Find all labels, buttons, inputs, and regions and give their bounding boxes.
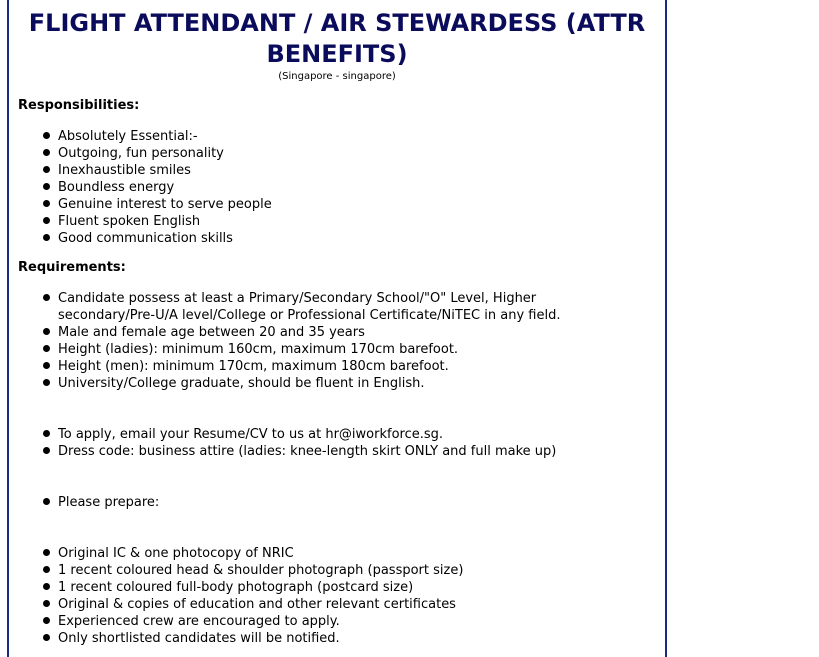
responsibilities-heading: Responsibilities:	[18, 98, 140, 113]
list-item	[18, 290, 618, 324]
list-item	[18, 596, 618, 613]
bullet-icon	[43, 234, 50, 241]
bullet-icon	[43, 498, 50, 505]
bullet-icon	[43, 430, 50, 437]
list-item	[18, 145, 618, 162]
list-item-text: Male and female age between 20 and 35 years	[58, 325, 365, 340]
bullet-icon	[43, 362, 50, 369]
requirements-heading: Requirements:	[18, 260, 126, 275]
list-item-text: 1 recent coloured full-body photograph (postcard size)	[58, 580, 414, 595]
list-item-text: Please prepare:	[58, 495, 160, 510]
list-item	[18, 443, 618, 460]
bullet-icon	[43, 447, 50, 454]
list-item-text: Only shortlisted candidates will be notified.	[58, 631, 340, 646]
documents-list	[18, 545, 618, 647]
bullet-icon	[43, 217, 50, 224]
bullet-icon	[43, 132, 50, 139]
apply-list	[18, 426, 618, 460]
bullet-icon	[43, 600, 50, 607]
bullet-icon	[43, 345, 50, 352]
prepare-list	[18, 494, 618, 511]
list-item-text: Height (ladies): minimum 160cm, maximum 170cm barefoot.	[58, 342, 459, 357]
list-item	[18, 375, 618, 392]
bullet-icon	[43, 549, 50, 556]
list-item	[18, 213, 618, 230]
list-item	[18, 341, 618, 358]
bullet-icon	[43, 617, 50, 624]
list-item-text: Genuine interest to serve people	[58, 197, 272, 212]
list-item	[18, 358, 618, 375]
list-item	[18, 630, 618, 647]
bullet-icon	[43, 566, 50, 573]
list-item-text: Boundless energy	[58, 180, 175, 195]
list-item-text: Original IC & one photocopy of NRIC	[58, 546, 294, 561]
list-item	[18, 230, 618, 247]
list-item-text: To apply, email your Resume/CV to us at hr@iworkforce.sg.	[58, 427, 444, 442]
list-item-text: Dress code: business attire (ladies: knee-length skirt ONLY and full make up)	[58, 444, 557, 459]
bullet-icon	[43, 200, 50, 207]
bullet-icon	[43, 183, 50, 190]
list-item-text: Original & copies of education and other relevant certificates	[58, 597, 456, 612]
list-item-text: University/College graduate, should be fluent in English.	[58, 376, 425, 391]
bullet-icon	[43, 328, 50, 335]
list-item	[18, 494, 618, 511]
job-location: (Singapore - singapore)	[278, 71, 396, 82]
list-item	[18, 613, 618, 630]
bullet-icon	[43, 634, 50, 641]
list-item	[18, 545, 618, 562]
list-item	[18, 579, 618, 596]
bullet-icon	[43, 149, 50, 156]
bullet-icon	[43, 166, 50, 173]
list-item	[18, 324, 618, 341]
list-item	[18, 128, 618, 145]
list-item	[18, 162, 618, 179]
list-item-text: Inexhaustible smiles	[58, 163, 191, 178]
list-item	[18, 196, 618, 213]
list-item	[18, 562, 618, 579]
list-item-text: 1 recent coloured head & shoulder photograph (passport size)	[58, 563, 464, 578]
list-item	[18, 426, 618, 443]
list-item-text: Good communication skills	[58, 231, 233, 246]
list-item-text: Outgoing, fun personality	[58, 146, 224, 161]
bullet-icon	[43, 294, 50, 301]
job-posting-panel	[7, 0, 667, 657]
list-item-text: Candidate possess at least a Primary/Secondary School/"O" Level, Higher secondary/Pre-U/A level/College or Professional Certificate/NiTEC in any field.	[58, 291, 561, 323]
list-item-text: Experienced crew are encouraged to apply.	[58, 614, 340, 629]
list-item-text: Fluent spoken English	[58, 214, 201, 229]
responsibilities-list	[18, 128, 618, 247]
bullet-icon	[43, 379, 50, 386]
list-item	[18, 179, 618, 196]
requirements-list	[18, 290, 618, 392]
list-item-text: Height (men): minimum 170cm, maximum 180cm barefoot.	[58, 359, 449, 374]
bullet-icon	[43, 583, 50, 590]
list-item-text: Absolutely Essential:-	[58, 129, 198, 144]
job-title: FLIGHT ATTENDANT / AIR STEWARDESS (ATTR BENEFITS)	[28, 9, 646, 68]
